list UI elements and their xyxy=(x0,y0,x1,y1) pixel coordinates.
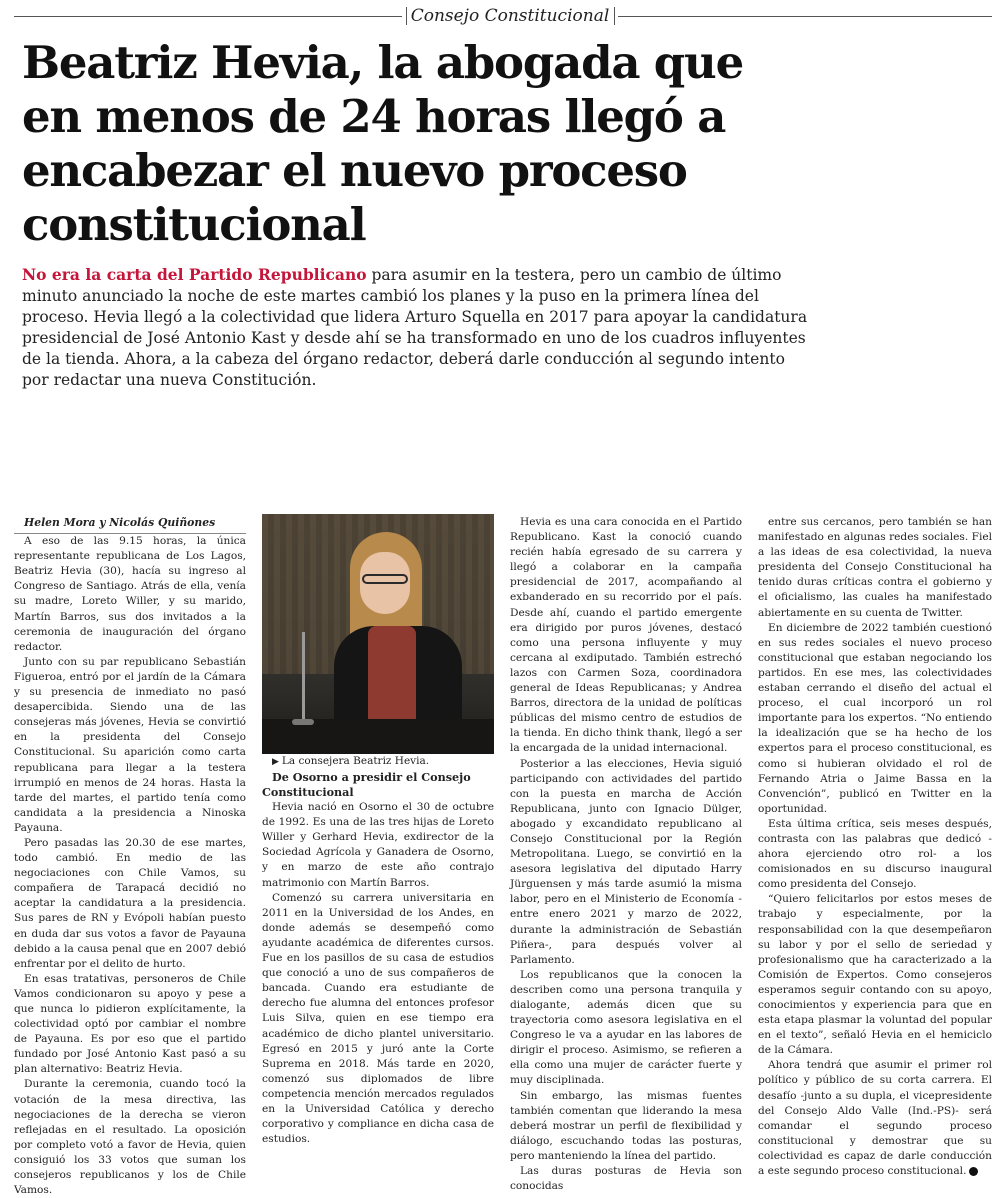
paragraph: entre sus cercanos, pero también se han manifestado en algunas redes sociales. Fiel a las ideas de esa colectividad, la nueva presidenta del Consejo Constitucional ha tenido duras críticas contra el gobierno y el oficialismo, las cuales ha manifestado abiertamente en su cuenta de Twitter. xyxy=(758,516,992,619)
paragraph-final xyxy=(758,1058,992,1179)
paragraph: Las duras posturas de Hevia son conocidas xyxy=(510,1165,742,1193)
photo-glasses xyxy=(362,574,408,584)
lead-paragraph xyxy=(22,264,812,391)
column-3 xyxy=(510,515,742,1194)
paragraph: En esas tratativas, personeros de Chile Vamos condicionaron su apoyo y pese a que nunca lo pidieron explícitamente, la colectividad optó por cambiar el nombre de Payauna. Es por eso que el partido fundado por José Antonio Kast pasó a su plan alternativo: Beatriz Hevia. xyxy=(14,972,246,1076)
photo-microphone xyxy=(302,632,305,724)
paragraph: Durante la ceremonia, cuando tocó la votación de la mesa directiva, las negociaciones de la derecha se vieron reflejadas en el resultado. La oposición por completo votó a favor de Hevia, quien consiguió los 33 votos que suman los consejeros republicanos y los de Chile Vamos. xyxy=(14,1078,246,1197)
subheading: De Osorno a presidir el Consejo Constitucional xyxy=(262,770,471,800)
section-rule-left xyxy=(14,16,402,17)
photo-microphone-base xyxy=(292,719,314,725)
lead-text: para asumir en la testera, pero un cambio de último minuto anunciado la noche de este martes cambió los planes y la puso en la primera línea del proceso. Hevia llegó a la colectividad que lidera Arturo Squella en 2017 para apoyar la candidatura presidencial de José Antonio Kast y desde ahí se ha transformado en uno de los cuadros influyentes de la tienda. Ahora, a la cabeza del órgano redactor, deberá darle conducción al segundo intento por redactar una nueva Constitución. xyxy=(22,266,808,389)
section-rule-right xyxy=(618,16,992,17)
paragraph: Sin embargo, las mismas fuentes también comentan que liderando la mesa deberá mostrar un perfil de flexibilidad y diálogo, escuchando todas las posturas, pero manteniendo la línea del partido. xyxy=(510,1089,742,1162)
paragraph-final-text: Ahora tendrá que asumir el primer rol político y público de su corta carrera. El desafío -junto a su dupla, el vicepresidente del Consejo Aldo Valle (Ind.-PS)- será comandar el segundo proceso constitucional y demostrar que su colectividad es capaz de darle conducción a este segundo proceso constitucional. xyxy=(758,1059,992,1178)
section-tick-right xyxy=(614,7,615,25)
photo-caption xyxy=(262,754,494,770)
section-tick-left xyxy=(406,7,407,25)
paragraph: En diciembre de 2022 también cuestionó en sus redes sociales el nuevo proceso constitucional que estaban negociando los partidos. En ese mes, las colectividades estaban cerrando el diseño del actual el proceso, el cual incorporó un rol importante para los expertos. “No entiendo la idealización que se ha hecho de los expertos para el proceso constitucional, es como si hubieran olvidado el rol de Fernando Atria o Jaime Bassa en la Convención”, publicó en Twitter en la oportunidad. xyxy=(758,621,992,815)
photo-caption-text: La consejera Beatriz Hevia. xyxy=(281,755,430,767)
photo-beatriz-hevia xyxy=(262,514,494,754)
paragraph: Hevia nació en Osorno el 30 de octubre de 1992. Es una de las tres hijas de Loreto Willer y Gerhard Hevia, exdirector de la Sociedad Agrícola y Ganadera de Osorno, y en marzo de este año contrajo matrimonio con Martín Barros. xyxy=(262,801,494,889)
byline: Helen Mora y Nicolás Quiñones xyxy=(14,515,246,534)
column-4 xyxy=(758,515,992,1179)
paragraph: Posterior a las elecciones, Hevia siguió participando con actividades del partido con la puesta en marcha de Acción Republicana, junto con Ignacio Dülger, abogado y excandidato republicano al Consejo Constitucional por la Región Metropolitana. Luego, se convirtió en la asesora legislativa del diputado Harry Jürguensen y más tarde asumió la misma labor, pero en el Ministerio de Economía -entre enero 2021 y marzo de 2022, durante la administración de Sebastián Piñera-, para después volver al Parlamento. xyxy=(510,757,742,966)
paragraph: Esta última crítica, seis meses después, contrasta con las palabras que dedicó -ahora ejerciendo otro rol- a los comisionados en su discurso inaugural como presidenta del Consejo. xyxy=(758,817,992,891)
paragraph: Comenzó su carrera universitaria en 2011 en la Universidad de los Andes, en donde además se desempeñó como ayudante académica de diferentes cursos. Fue en los pasillos de su casa de estudios que conoció a uno de sus compañeros de bancada. Cuando era estudiante de derecho fue alumna del entonces profesor Luis Silva, quien en ese tiempo era académico de dicho plantel universitario. Egresó en 2015 y juró ante la Corte Suprema en 2018. Más tarde en 2020, comenzó sus diplomados de libre competencia mención mercados regulados en la Universidad Católica y derecho corporativo y compliance en dicha casa de estudios. xyxy=(262,891,494,1146)
column-1 xyxy=(14,515,246,1198)
end-bullet-icon xyxy=(969,1167,978,1176)
paragraph: Pero pasadas las 20.30 de ese martes, todo cambió. En medio de las negociaciones con Chile Vamos, su compañera de Tarapacá decidió no aceptar la candidatura a la presidencia. Sus pares de RN y Evópoli habían puesto en duda dar sus votos a favor de Payauna debido a la causa penal que en 2007 debió enfrentar por el delito de hurto. xyxy=(14,836,246,970)
section-label: Consejo Constitucional xyxy=(410,6,610,26)
triangle-right-icon: ▶ xyxy=(272,757,279,767)
section-header xyxy=(14,6,992,26)
column-2 xyxy=(262,514,494,1147)
paragraph: Hevia es una cara conocida en el Partido Republicano. Kast la conoció cuando recién había egresado de su carrera y llegó a colaborar en la campaña presidencial de 2017, acompañando al exbanderado en su recorrido por el país. Desde ahí, cuando el partido emergente era dirigido por puros jóvenes, destacó como una persona influyente y muy cercana al exdiputado. También estrechó lazos con Carmen Soza, coordinadora general de Ideas Republicanas; y Andrea Barros, directora de la unidad de políticas públicas del mismo centro de estudios de la tienda. En dicho think thank, llegó a ser la encargada de la unidad internacional. xyxy=(510,516,742,755)
paragraph: “Quiero felicitarlos por estos meses de trabajo y especialmente, por la responsabilidad con la que desempeñaron su labor y por el sello de seriedad y profesionalismo que ha caracterizado a la Comisión de Expertos. Como consejeros esperamos seguir contando con su apoyo, conocimientos y experiencia para que en esta etapa plasmar la voluntad del popular en el texto”, señaló Hevia en el hemiciclo de la Cámara. xyxy=(758,893,992,1057)
lead-kicker: No era la carta del Partido Republicano xyxy=(22,265,367,284)
paragraph: Los republicanos que la conocen la describen como una persona tranquila y dialogante, además dicen que su trayectoria como asesora legislativa en el Congreso le va a ayudar en las labores de dirigir el proceso. Asimismo, se refieren a ella como una mujer de carácter fuerte y muy disciplinada. xyxy=(510,968,742,1087)
headline: Beatriz Hevia, la abogada que en menos de 24 horas llegó a encabezar el nuevo proceso constitucional xyxy=(22,36,743,251)
paragraph: A eso de las 9.15 horas, la única representante republicana de Los Lagos, Beatriz Hevia (30), hacía su ingreso al Congreso de Santiago. Atrás de ella, venía su madre, Loreto Willer, y su marido, Martín Barros, sus dos invitados a la ceremonia de inauguración del órgano redactor. xyxy=(14,535,246,653)
paragraph: Junto con su par republicano Sebastián Figueroa, entró por el jardín de la Cámara y su presencia de inmediato no pasó desapercibida. Siendo una de las consejeras más jóvenes, Hevia se convirtió en la presidenta del Consejo Constitucional. Su aparición como carta republicana para llegar a la testera irrumpió en menos de 24 horas. Hasta la tarde del martes, el partido tenía como candidata a la presidencia a Ninoska Payauna. xyxy=(14,655,246,834)
